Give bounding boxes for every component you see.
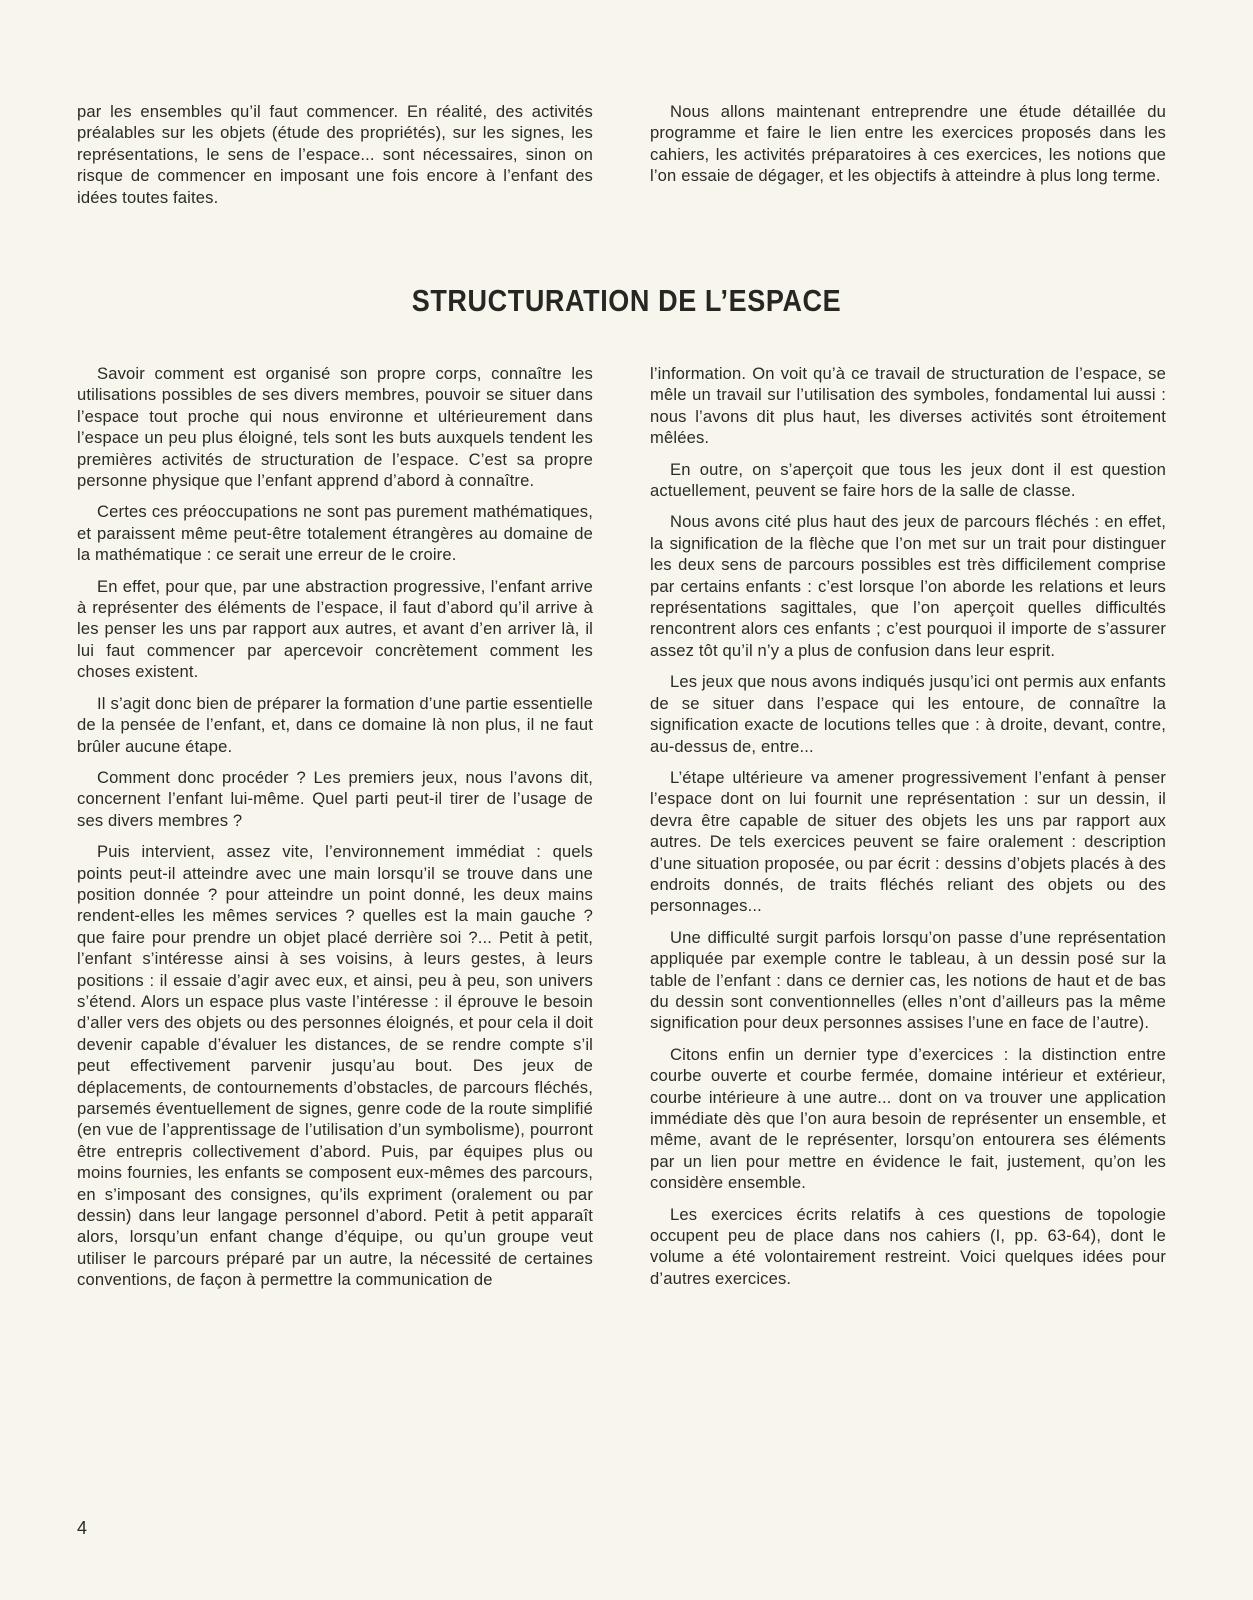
paragraph: Comment donc procéder ? Les premiers jeux, nous l’avons dit, concernent l’enfant lui-même. Quel parti peut-il tirer de l’usage de ses divers membres ? [77,767,593,830]
body-left-column [77,363,593,1301]
top-left-column [77,101,593,218]
paragraph: Il s’agit donc bien de préparer la formation d’une partie essentielle de la pensée de l’enfant, et, dans ce domaine là non plus, il ne faut brûler aucune étape. [77,693,593,756]
paragraph: En effet, pour que, par une abstraction progressive, l’enfant arrive à représenter des éléments de l’espace, il faut d’abord qu’il arrive à les penser les uns par rapport aux autres, et avant d’en arriver là, il lui faut commencer par apercevoir concrètement comment les choses existent. [77,576,593,682]
body-right-column [650,363,1166,1299]
paragraph: Puis intervient, assez vite, l’environnement immédiat : quels points peut-il atteindre avec une main lorsqu’il se trouve dans une position donnée ? pour atteindre un point donné, les deux mains rendent-elles les mêmes services ? quelles est la main gauche ? que faire pour prendre un objet placé derrière soi ?... Petit à petit, l’enfant s’intéresse ainsi à ses voisins, à leurs gestes, à leurs positions : il essaie d’agir avec eux, et ainsi, peu à peu, son univers s’étend. Alors un espace plus vaste l’intéresse : il éprouve le besoin d’aller vers des objets ou des personnes éloignés, et pour cela il doit devenir capable d’évaluer les distances, de se rendre compte s’il peut effectivement parvenir jusqu’au bout. Des jeux de déplacements, de contournements d’obstacles, de parcours fléchés, parsemés éventuellement de signes, genre code de la route simplifié (en vue de l’apprentissage de l’utilisation d’un symbolisme), pourront être entrepris collectivement d’abord. Puis, par équipes plus ou moins fournies, les enfants se composent eux-mêmes des parcours, en s’imposant des consignes, qu’ils expriment (oralement ou par dessin) dans leur langage personnel d’abord. Petit à petit apparaît alors, lorsqu’un enfant change d’équipe, ou qu’un groupe veut utiliser le parcours préparé par un autre, la nécessité de certaines conventions, de façon à permettre la communication de [77,842,593,1290]
top-right-column [650,101,1166,197]
paragraph: Savoir comment est organisé son propre corps, connaître les utilisations possibles de ses divers membres, pouvoir se situer dans l’espace tout proche qui nous environne et ultérieurement dans l’espace un peu plus éloigné, tels sont les buts auxquels tendent les premières activités de structuration de l’espace. C’est sa propre personne physique que l’enfant apprend d’abord à connaître. [77,364,593,491]
paragraph: En outre, on s’aperçoit que tous les jeux dont il est question actuellement, peuvent se faire hors de la salle de classe. [650,459,1166,501]
section-title: STRUCTURATION DE L’ESPACE [411,284,842,318]
paragraph: Les exercices écrits relatifs à ces questions de topologie occupent peu de place dans nos cahiers (I, pp. 63-64), dont le volume a été volontairement restreint. Voici quelques idées pour d’autres exercices. [650,1204,1166,1288]
paragraph: l’information. On voit qu’à ce travail de structuration de l’espace, se mêle un travail sur l’utilisation des symboles, fondamental lui aussi : nous l’avons dit plus haut, les diverses activités sont étroitement mêlées. [650,364,1166,448]
paragraph: Nous avons cité plus haut des jeux de parcours fléchés : en effet, la signification de la flèche que l’on met sur un trait pour distinguer les deux sens de parcours possibles est très difficilement comprise par certains enfants : c’est lorsque l’on aborde les relations et leurs représentations sagittales, que l’on aperçoit quelles difficultés rencontrent alors ces enfants ; c’est pourquoi il importe de s’assurer assez tôt qu’il n’y a plus de confusion dans leur esprit. [650,512,1166,660]
paragraph: L’étape ultérieure va amener progressivement l’enfant à penser l’espace dont on lui fournit une représentation : sur un dessin, il devra être capable de situer des objets les uns par rapport aux autres. De tels exercices peuvent se faire oralement : description d’une situation proposée, ou par écrit : dessins d’objets placés à des endroits donnés, de traits fléchés reliant des objets ou des personnages... [650,767,1166,916]
paragraph: Nous allons maintenant entreprendre une étude détaillée du programme et faire le lien entre les exercices proposés dans les cahiers, les activités préparatoires à ces exercices, les notions que l’on essaie de dégager, et les objectifs à atteindre à plus long terme. [650,102,1166,186]
paragraph: Les jeux que nous avons indiqués jusqu’ici ont permis aux enfants de se situer dans l’espace qui les entoure, de connaître la signification exacte de locutions telles que : à droite, devant, contre, au-dessus de, entre... [650,672,1166,756]
paragraph: Citons enfin un dernier type d’exercices : la distinction entre courbe ouverte et courbe fermée, domaine intérieur et extérieur, courbe intérieure à une autre... dont on va trouver une application immédiate dès que l’on aura besoin de représenter un ensemble, et même, avant de le représenter, lorsqu’on entourera ses éléments par un lien pour mettre en évidence le fait, justement, qu’on les considère ensemble. [650,1044,1166,1193]
page-number: 4 [77,1518,88,1538]
paragraph: Certes ces préoccupations ne sont pas purement mathématiques, et paraissent même peut-être totalement étrangères au domaine de la mathématique : ce serait une erreur de le croire. [77,502,593,565]
paragraph: Une difficulté surgit parfois lorsqu’on passe d’une représentation appliquée par exemple contre le tableau, à un dessin posé sur la table de l’enfant : dans ce dernier cas, les notions de haut et de bas du dessin sont conventionnelles (elles n’ont d’ailleurs pas la même signification pour deux personnes assises l’une en face de l’autre). [650,927,1166,1033]
paragraph: par les ensembles qu’il faut commencer. En réalité, des activités préalables sur les objets (étude des propriétés), sur les signes, les représentations, le sens de l’espace... sont nécessaires, sinon on risque de commencer en imposant une fois encore à l’enfant des idées toutes faites. [77,102,593,207]
